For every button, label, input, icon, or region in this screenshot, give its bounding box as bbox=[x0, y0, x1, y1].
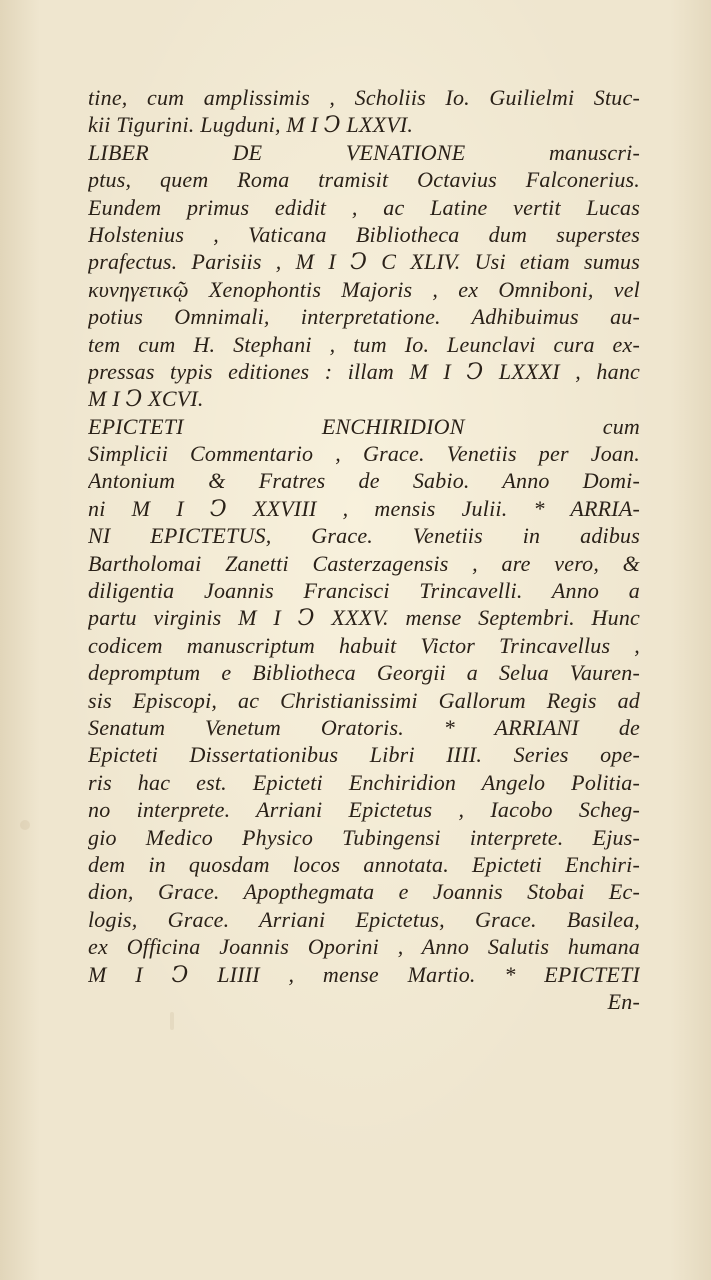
paper-spot bbox=[20, 820, 30, 830]
text-line: prafectus. Parisiis , M I Ↄ C XLIV. Usi etiam sumus bbox=[88, 249, 640, 275]
text-line: diligentia Joannis Francisci Trincavelli. Anno a bbox=[88, 578, 640, 604]
text-line: dion, Grace. Apopthegmata e Joannis Stobai Ec- bbox=[88, 879, 640, 905]
text-line: Bartholomai Zanetti Casterzagensis , are vero, & bbox=[88, 550, 640, 576]
text-line: depromptum e Bibliotheca Georgii a Selua Vauren- bbox=[88, 660, 640, 686]
text-line: potius Omnimali, interpretatione. Adhibuimus au- bbox=[88, 304, 640, 330]
text-line: no interprete. Arriani Epictetus , Iacobo Scheg- bbox=[88, 797, 640, 823]
text-line: EPICTETI ENCHIRIDION cum bbox=[88, 413, 640, 439]
text-line: dem in quosdam locos annotata. Epicteti Enchiri- bbox=[88, 851, 640, 877]
text-line: codicem manuscriptum habuit Victor Trincavellus , bbox=[88, 632, 640, 658]
text-line: ni M I Ↄ XXVIII , mensis Julii. * ARRIA- bbox=[88, 495, 640, 521]
text-line: partu virginis M I Ↄ XXXV. mense Septembri. Hunc bbox=[88, 605, 640, 631]
text-line: Antonium & Fratres de Sabio. Anno Domi- bbox=[88, 468, 640, 494]
text-line: M I Ↄ LIIII , mense Martio. * EPICTETI bbox=[88, 961, 640, 987]
text-line: Epicteti Dissertationibus Libri IIII. Series ope- bbox=[88, 742, 640, 768]
text-line: Holstenius , Vaticana Bibliotheca dum superstes bbox=[88, 221, 640, 247]
text-line: sis Episcopi, ac Christianissimi Gallorum Regis ad bbox=[88, 687, 640, 713]
text-line: Eundem primus edidit , ac Latine vertit Lucas bbox=[88, 194, 640, 220]
text-line: Simplicii Commentario , Grace. Venetiis per Joan. bbox=[88, 441, 640, 467]
text-line: gio Medico Physico Tubingensi interprete. Ejus- bbox=[88, 824, 640, 850]
text-line: ptus, quem Roma tramisit Octavius Falconerius. bbox=[88, 167, 640, 193]
page-text bbox=[88, 84, 640, 1015]
text-line: pressas typis editiones : illam M I Ↄ LXXXI , hanc bbox=[88, 358, 640, 384]
catchword: En- bbox=[607, 988, 640, 1014]
text-line: Senatum Venetum Oratoris. * ARRIANI de bbox=[88, 714, 640, 740]
text-line: tem cum H. Stephani , tum Io. Leunclavi cura ex- bbox=[88, 331, 640, 357]
text-line: ris hac est. Epicteti Enchiridion Angelo Politia- bbox=[88, 769, 640, 795]
text-line: tine, cum amplissimis , Scholiis Io. Guilielmi Stuc- bbox=[88, 85, 640, 110]
text-line: NI EPICTETUS, Grace. Venetiis in adibus bbox=[88, 523, 640, 549]
text-line: kii Tigurini. Lugduni, M I Ↄ LXXVI. bbox=[88, 112, 414, 138]
text-line: κυνηγετικῷ Xenophontis Majoris , ex Omniboni, vel bbox=[88, 276, 640, 302]
text-line: LIBER DE VENATIONE manuscri- bbox=[88, 139, 640, 165]
text-line: ex Officina Joannis Oporini , Anno Salutis humana bbox=[88, 934, 640, 960]
text-line: M I Ↄ XCVI. bbox=[88, 386, 204, 412]
text-line: logis, Grace. Arriani Epictetus, Grace. Basilea, bbox=[88, 906, 640, 932]
